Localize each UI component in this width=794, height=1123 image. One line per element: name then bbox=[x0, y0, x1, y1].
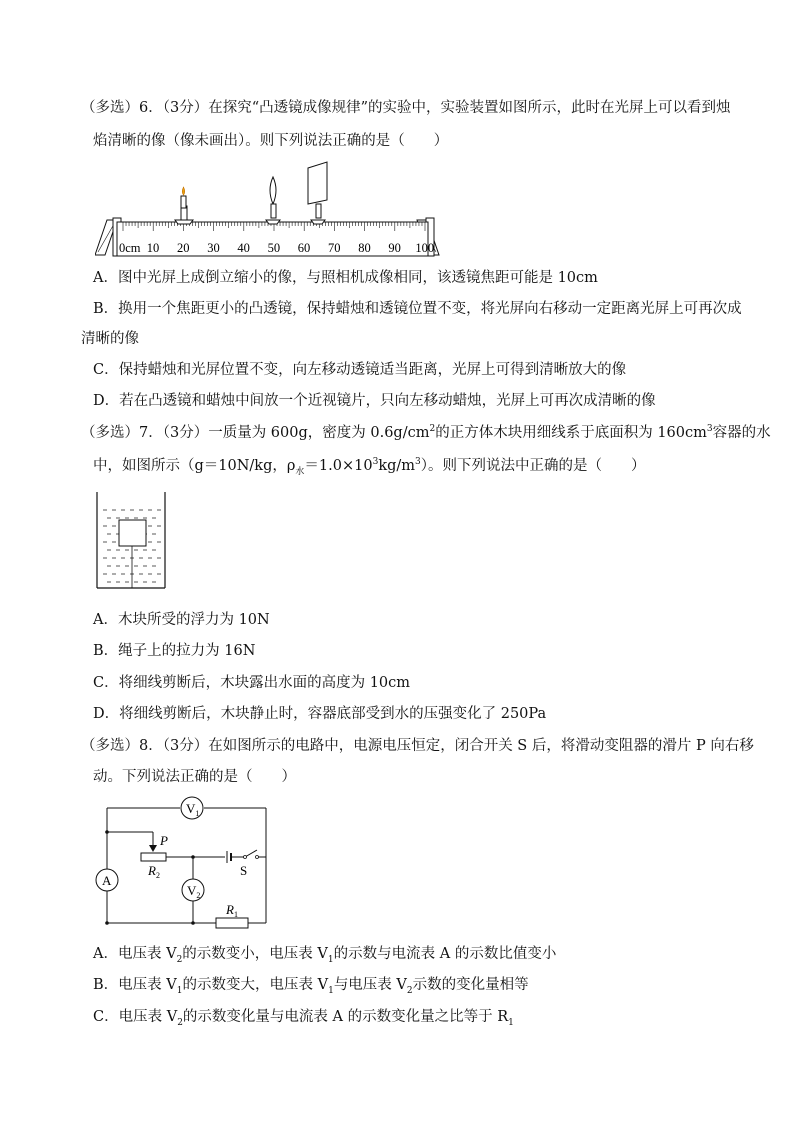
svg-text:R1: $R_1$ bbox=[226, 902, 238, 919]
light-screen bbox=[308, 162, 327, 204]
bench-tick-label: 20 bbox=[177, 241, 190, 255]
bench-tick-label: 80 bbox=[358, 241, 371, 255]
bench-tick-label: 10 bbox=[146, 241, 160, 255]
q8-stem-line1: （多选）8．（3分）在如图所示的电路中，电源电压恒定，闭合开关 S 后，将滑动变阻器的滑片 P 向右移 bbox=[81, 738, 754, 754]
q6-option-a: A．图中光屏上成倒立缩小的像，与照相机成像相同，该透镜焦距可能是 10cm bbox=[93, 270, 598, 286]
wooden-block bbox=[119, 520, 146, 546]
q6-option-b-line2: 清晰的像 bbox=[81, 331, 139, 347]
q7-option-c: C．将细线剪断后，木块露出水面的高度为 10cm bbox=[93, 675, 411, 691]
svg-text:A: A bbox=[102, 873, 112, 888]
svg-text:V2: $V_2$ bbox=[187, 883, 201, 900]
bench-tick-label: 70 bbox=[328, 241, 341, 255]
svg-text:V1: $V_1$ bbox=[186, 801, 200, 818]
q8-option-b: B．电压表 $V_1$的示数变大，电压表 $V_1$与电压表 $V_2$示数的变化量相等 bbox=[93, 977, 529, 996]
q8-option-a: A．电压表 $V_2$的示数变小，电压表 $V_1$的示数与电流表 A 的示数比值变小 bbox=[93, 946, 557, 965]
q7-option-a: A．木块所受的浮力为 10N bbox=[93, 612, 270, 628]
candle bbox=[181, 196, 186, 208]
q7-option-d: D．将细线剪断后，木块静止时，容器底部受到水的压强变化了 250Pa bbox=[93, 706, 547, 722]
q6-option-c: C．保持蜡烛和光屏位置不变，向左移动透镜适当距离，光屏上可得到清晰放大的像 bbox=[93, 362, 627, 378]
q6-optical-bench-figure bbox=[95, 160, 440, 260]
ruler-first-label: 0cm bbox=[119, 241, 141, 255]
q6-stem-line1: （多选）6．（3分）在探究“凸透镜成像规律”的实验中，实验装置如图所示，此时在光屏上可以看到烛 bbox=[81, 100, 731, 116]
q7-water-container-figure bbox=[95, 490, 170, 590]
bench-tick-label: 60 bbox=[297, 241, 311, 255]
q6-option-b-line1: B．换用一个焦距更小的凸透镜，保持蜡烛和透镜位置不变，将光屏向右移动一定距离光屏上可再次成 bbox=[93, 301, 742, 317]
q7-option-b: B．绳子上的拉力为 16N bbox=[93, 643, 256, 659]
bench-tick-label: 90 bbox=[388, 241, 401, 255]
q8-stem-line2: 动。下列说法正确的是（ ） bbox=[93, 769, 296, 785]
q6-option-d: D．若在凸透镜和蜡烛中间放一个近视镜片，只向左移动蜡烛，光屏上可再次成清晰的像 bbox=[93, 393, 656, 409]
convex-lens bbox=[270, 177, 276, 204]
bench-tick-label: 100 bbox=[415, 241, 435, 255]
q8-option-c: C．电压表 $V_2$的示数变化量与电流表 A 的示数变化量之比等于 $R_1$ bbox=[93, 1009, 514, 1028]
q7-stem-line2: 中，如图所示（g＝10N/kg，$\rho_水=1.0\times 10^3kg/m^3$）。则下列说法中正确的是（ ） bbox=[93, 457, 646, 477]
q6-stem-line2: 焰清晰的像（像未画出）。则下列说法正确的是（ ） bbox=[93, 133, 449, 149]
bench-tick-label: 30 bbox=[207, 241, 220, 255]
bench-tick-label: 50 bbox=[267, 241, 281, 255]
bench-tick-label: 40 bbox=[237, 241, 250, 255]
q8-circuit-figure bbox=[90, 795, 275, 935]
slider-p-label: P bbox=[160, 833, 168, 848]
q7-stem-line1: （多选）7．（3分）一质量为 600g，密度为 $0.6g/cm^2$的正方体木块用细线系于底面积为 $160cm^3$容器的水 bbox=[81, 424, 771, 441]
svg-text:R2: $R_2$ bbox=[148, 863, 160, 880]
switch-s-label: S bbox=[240, 863, 248, 878]
flame-icon bbox=[182, 187, 185, 195]
